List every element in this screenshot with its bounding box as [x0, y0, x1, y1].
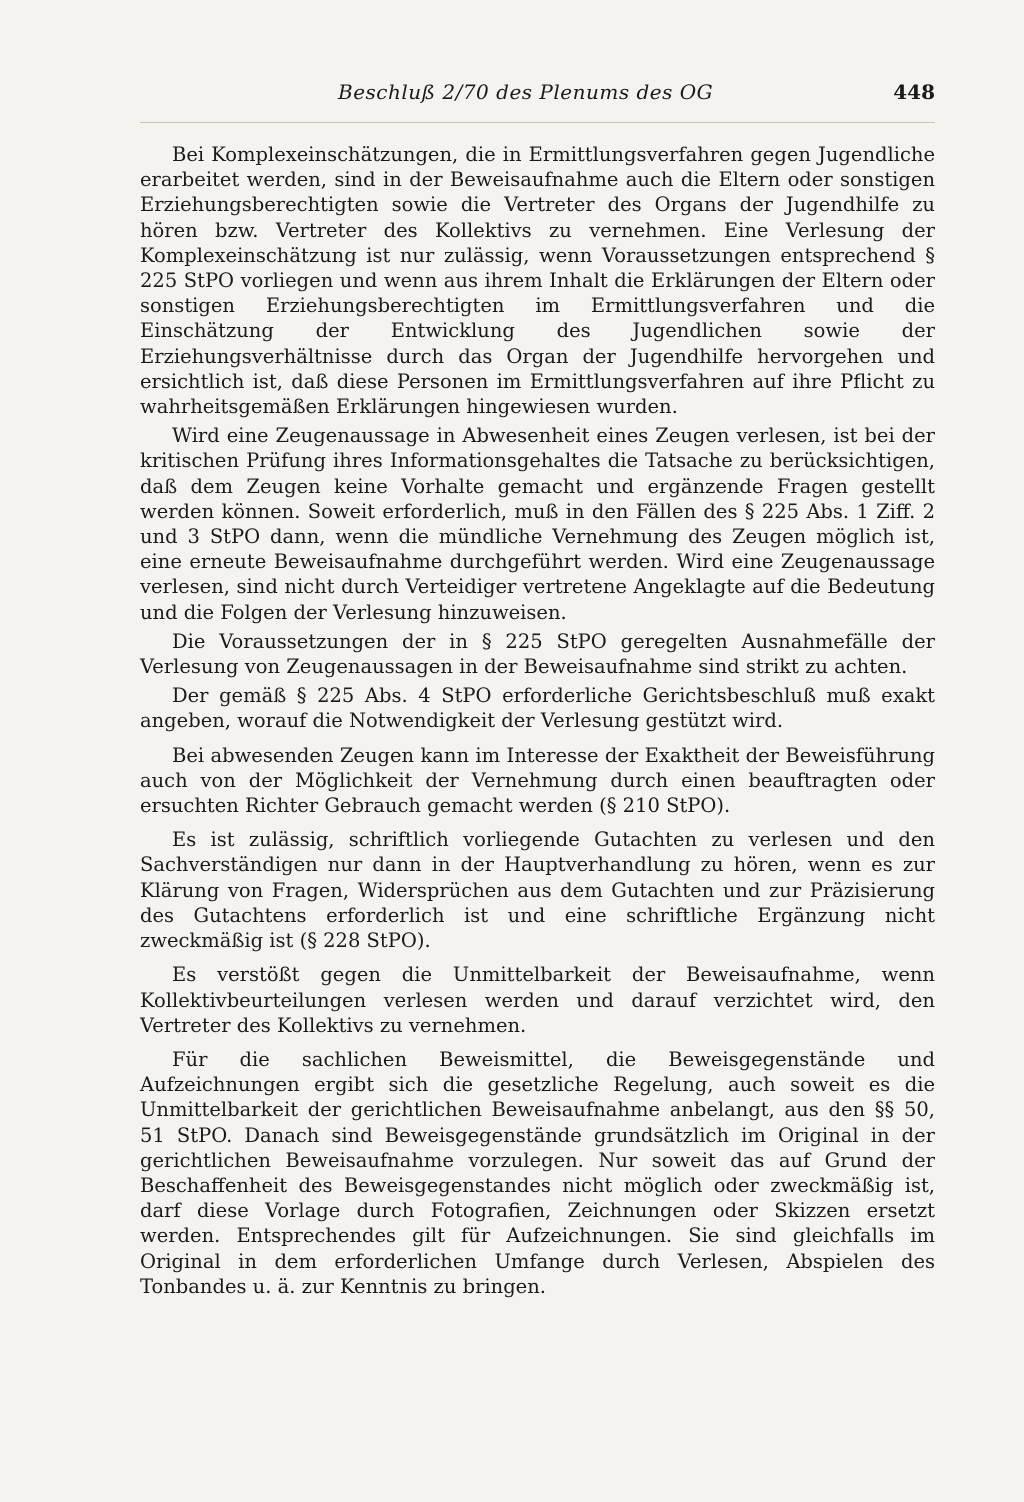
paragraph-gerichtsbeschluss: Der gemäß § 225 Abs. 4 StPO erforderliche Gerichtsbeschluß muß exakt angeben, worauf die Notwendigkeit der Verlesung gestützt wird. — [140, 684, 935, 733]
body-text — [140, 142, 935, 1303]
page-number: 448 — [893, 80, 935, 104]
paragraph-abwesende-zeugen: Bei abwesenden Zeugen kann im Interesse der Exaktheit der Beweisführung auch von der Möglichkeit der Vernehmung durch einen beauftragten oder ersuchten Richter Gebrauch gemacht werden (§ 210 StPO). — [140, 743, 935, 818]
paragraph-ausnahmefaelle: Die Voraussetzungen der in § 225 StPO geregelten Ausnahmefälle der Verlesung von Zeugenaussagen in der Beweisaufnahme sind strikt zu achten. — [140, 629, 935, 679]
running-header — [140, 80, 935, 106]
running-title: Beschluß 2/70 des Plenums des OG — [338, 80, 714, 104]
paragraph-zeugenaussage-verlesung: Wird eine Zeugenaussage in Abwesenheit eines Zeugen verlesen, ist bei der kritischen Prüfung ihres Informationsgehaltes die Tatsache zu berücksichtigen, daß dem Zeugen keine Vorhalte gemacht und ergänzende Fragen gestellt werden können. Soweit erforderlich, muß in den Fällen des § 225 Abs. 1 Ziff. 2 und 3 StPO dann, wenn die mündliche Vernehmung des Zeugen möglich ist, eine erneute Beweisaufnahme durchgeführt werden. Wird eine Zeugenaussage verlesen, sind nicht durch Verteidiger vertretene Angeklagte auf die Bedeutung und die Folgen der Verlesung hinzuweisen. — [140, 424, 935, 624]
header-divider — [140, 122, 935, 123]
paragraph-gutachten: Es ist zulässig, schriftlich vorliegende Gutachten zu verlesen und den Sachverständigen nur dann in der Hauptverhandlung zu hören, wenn es zur Klärung von Fragen, Widersprüchen aus dem Gutachten und zur Präzisierung des Gutachtens erforderlich ist und eine schriftliche Ergänzung nicht zweckmäßig ist (§ 228 StPO). — [140, 828, 935, 953]
paragraph-sachliche-beweismittel: Für die sachlichen Beweismittel, die Beweisgegenstände und Aufzeichnungen ergibt sich die gesetzliche Regelung, auch soweit es die Unmittelbarkeit der gerichtlichen Beweisaufnahme anbelangt, aus den §§ 50, 51 StPO. Danach sind Beweisgegenstände grundsätzlich im Original in der gerichtlichen Beweisaufnahme vorzulegen. Nur soweit das auf Grund der Beschaffenheit des Beweisgegenstandes nicht möglich oder zweckmäßig ist, darf diese Vorlage durch Fotografien, Zeichnungen oder Skizzen ersetzt werden. Entsprechendes gilt für Aufzeichnungen. Sie sind gleichfalls im Original in dem erforderlichen Umfange durch Verlesen, Abspielen des Tonbandes u. ä. zur Kenntnis zu bringen. — [140, 1047, 935, 1298]
paragraph-komplexeinschaetzung: Bei Komplexeinschätzungen, die in Ermittlungsverfahren gegen Jugendliche erarbeitet werden, sind in der Beweisaufnahme auch die Eltern oder sonstigen Erziehungsberechtigten sowie die Vertreter des Organs der Jugendhilfe zu hören bzw. Vertreter des Kollektivs zu vernehmen. Eine Verlesung der Komplexeinschätzung ist nur zulässig, wenn Voraussetzungen entsprechend § 225 StPO vorliegen und wenn aus ihrem Inhalt die Erklärungen der Eltern oder sonstigen Erziehungsberechtigten im Ermittlungsverfahren und die Einschätzung der Entwicklung des Jugendlichen sowie der Erziehungsverhältnisse durch das Organ der Jugendhilfe hervorgehen und ersichtlich ist, daß diese Personen im Ermittlungsverfahren auf ihre Pflicht zu wahrheitsgemäßen Erklärungen hingewiesen wurden. — [140, 143, 935, 419]
paragraph-kollektivbeurteilungen: Es verstößt gegen die Unmittelbarkeit der Beweisaufnahme, wenn Kollektivbeurteilungen verlesen werden und darauf verzichtet wird, den Vertreter des Kollektivs zu vernehmen. — [140, 963, 935, 1037]
